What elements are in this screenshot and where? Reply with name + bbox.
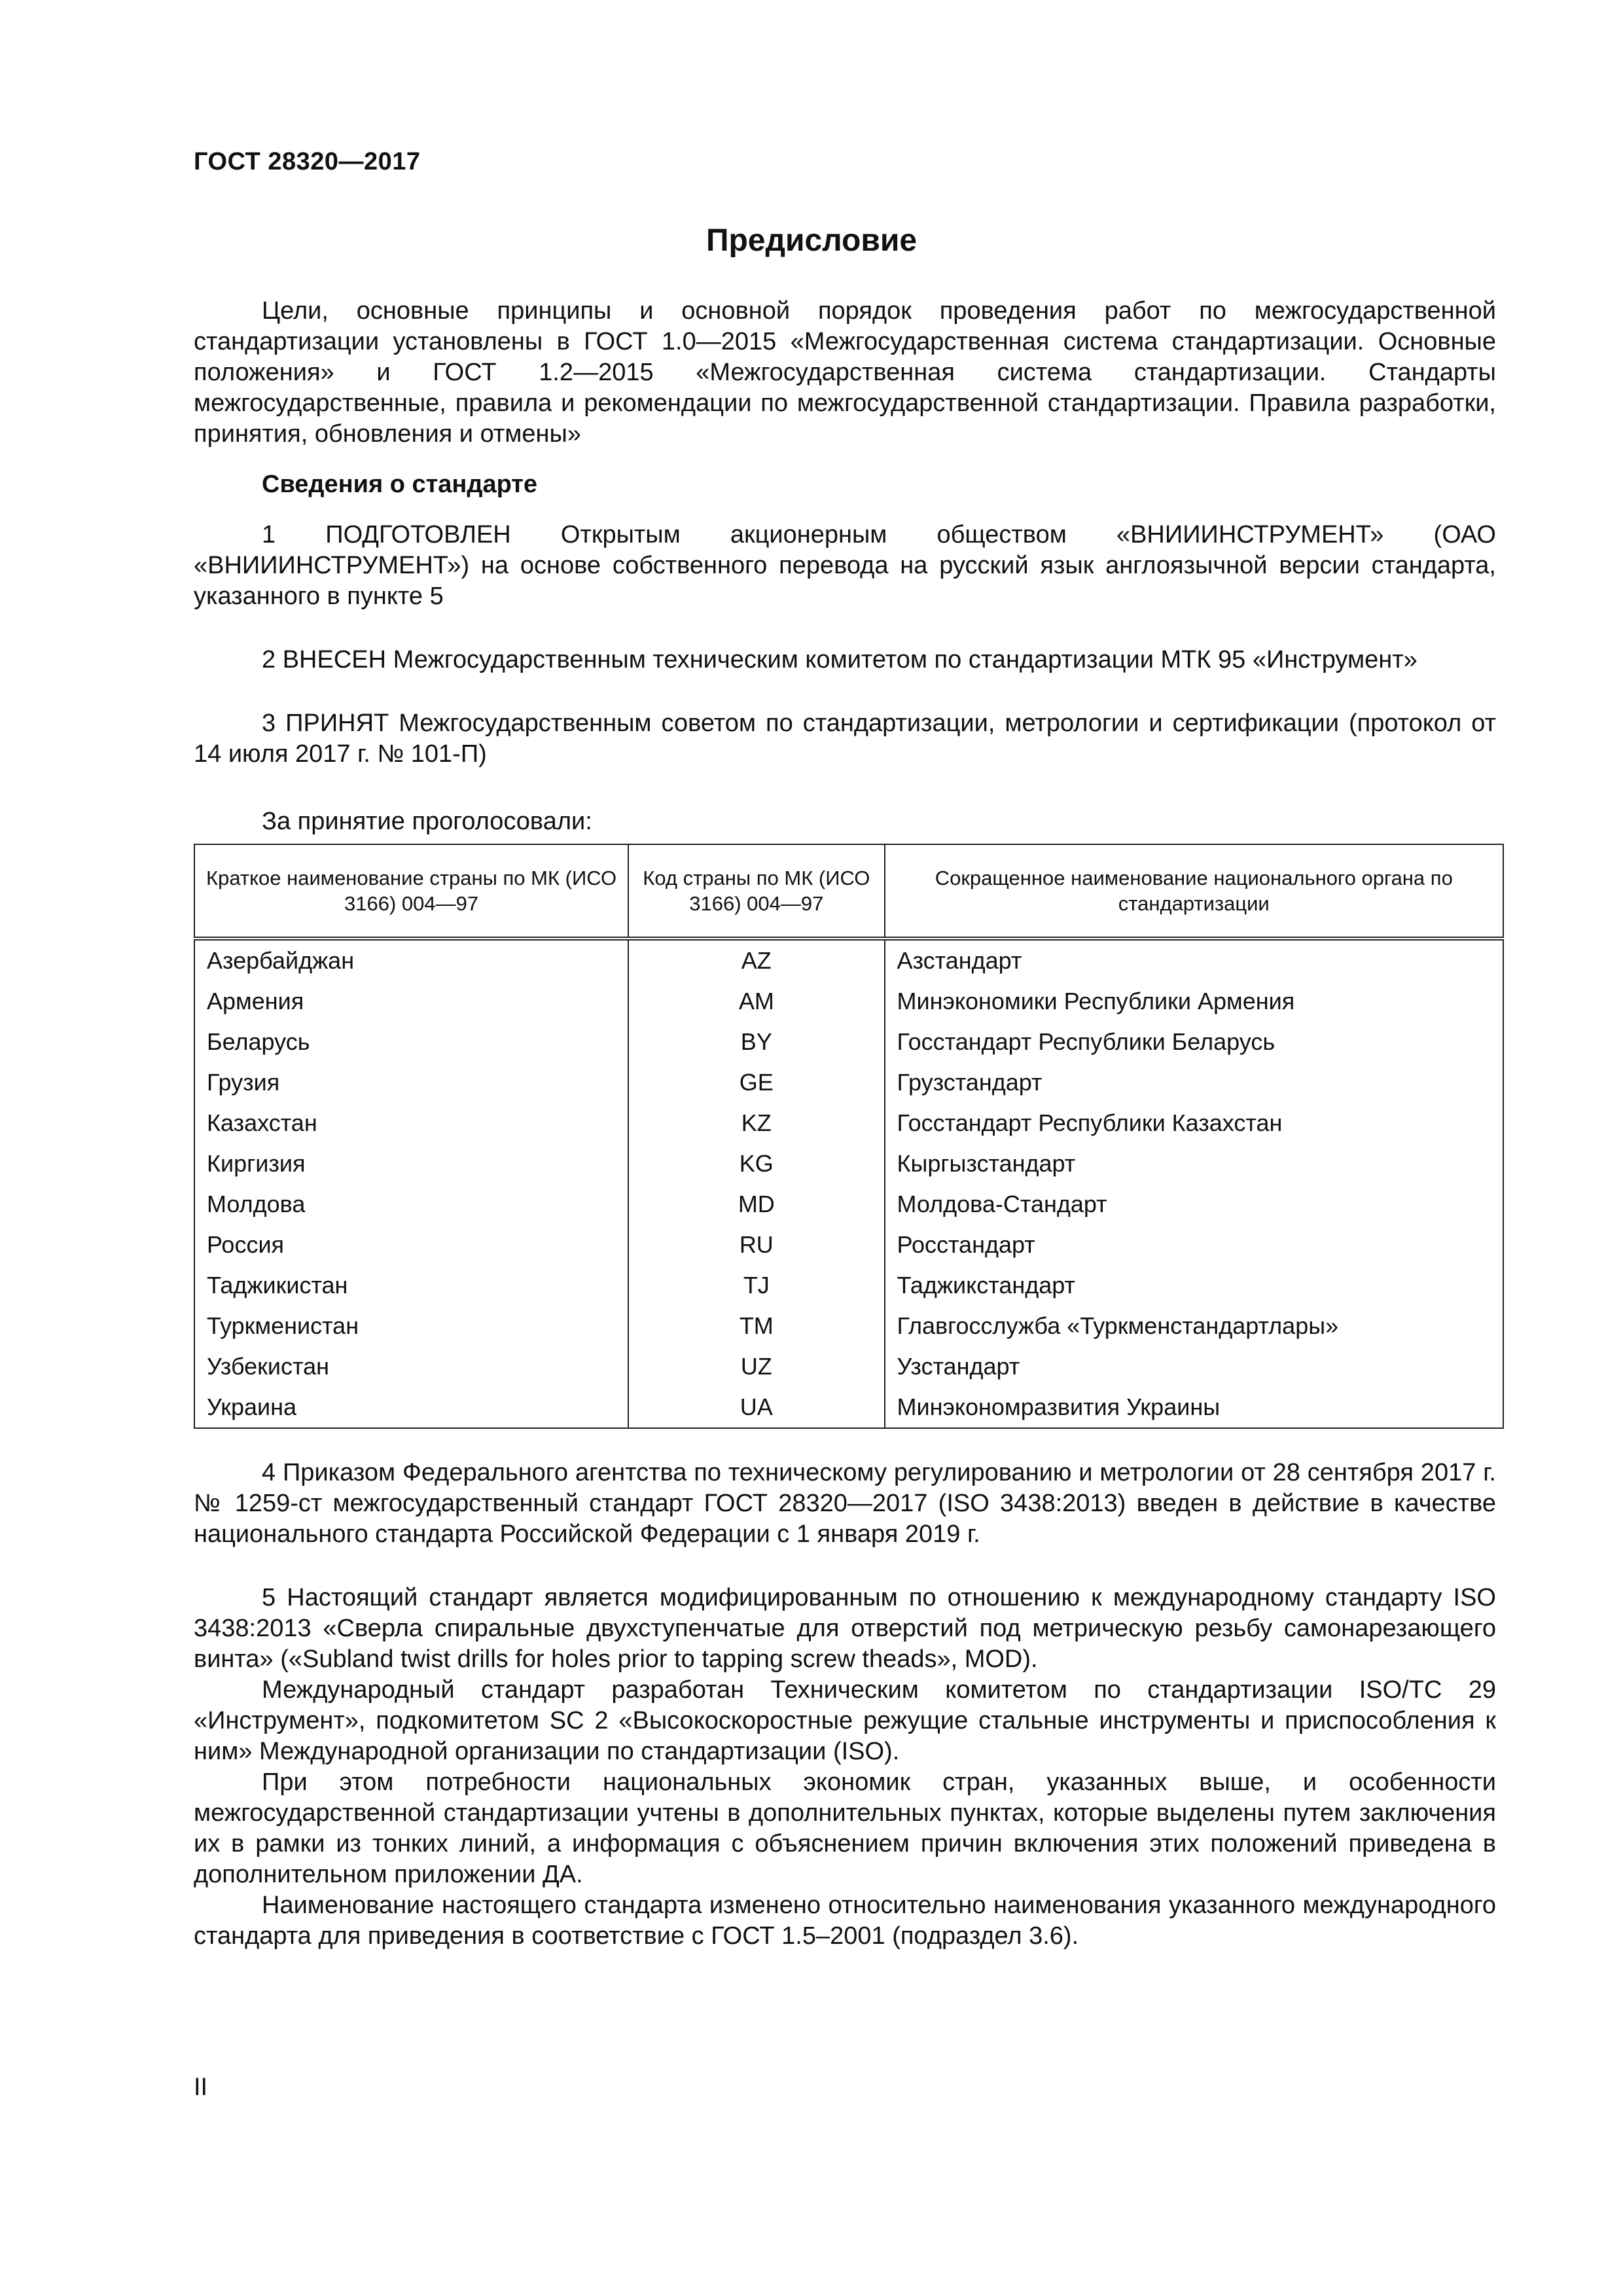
cell-code: UA — [628, 1387, 884, 1428]
cell-body: Азстандарт — [885, 939, 1503, 981]
cell-country: Казахстан — [194, 1103, 628, 1143]
table-row — [194, 1103, 1503, 1143]
intro-paragraph: Цели, основные принципы и основной порядок проведения работ по межгосударственной стандартизации установлены в ГОСТ 1.0—2015 «Межгосударственная система стандартизации. Основные положения» и ГОСТ 1.2—2015 «Межгосударственная система стандартизации. Стандарты межгосударственные, правила и рекомендации по межгосударственной стандартизации. Правила разработки, принятия, обновления и отмены» — [194, 297, 1496, 448]
item-4-paragraph: 4 Приказом Федерального агентства по техническому регулированию и метрологии от 28 сентября 2017 г. № 1259-ст межгосударственный стандарт ГОСТ 28320—2017 (ISO 3438:2013) введен в действие в качестве национального стандарта Российской Федерации с 1 января 2019 г. — [194, 1459, 1496, 1548]
cell-country: Армения — [194, 981, 628, 1022]
vote-intro: За принятие проголосовали: — [262, 808, 592, 835]
cell-body: Молдова-Стандарт — [885, 1184, 1503, 1225]
info-heading: Сведения о стандарте — [262, 471, 538, 498]
header-country: Краткое наименование страны по МК (ИСО 3166) 004—97 — [194, 844, 628, 939]
table-row — [194, 1387, 1503, 1428]
header-code: Код страны по МК (ИСО 3166) 004—97 — [628, 844, 884, 939]
cell-body: Минэкономразвития Украины — [885, 1387, 1503, 1428]
cell-code: KG — [628, 1143, 884, 1184]
document-id: ГОСТ 28320—2017 — [194, 148, 421, 175]
cell-code: GE — [628, 1062, 884, 1103]
table-row — [194, 1022, 1503, 1062]
voting-table — [194, 844, 1504, 1429]
foreword-body — [194, 296, 1496, 1952]
cell-country: Узбекистан — [194, 1346, 628, 1387]
cell-code: RU — [628, 1225, 884, 1265]
table-row — [194, 1184, 1503, 1225]
item-5-needs-paragraph: При этом потребности национальных экономик стран, указанных выше, и особенности межгосударственной стандартизации учтены в дополнительных пунктах, которые выделены путем заключения их в рамки из тонких линий, а информация с объяснением причин включения этих положений приведена в дополнительном приложении ДА. — [194, 1768, 1496, 1888]
cell-country: Украина — [194, 1387, 628, 1428]
page-number: II — [194, 2073, 208, 2101]
cell-code: AM — [628, 981, 884, 1022]
cell-body: Кыргызстандарт — [885, 1143, 1503, 1184]
header-national-body: Сокращенное наименование национального органа по стандартизации — [885, 844, 1503, 939]
table-row — [194, 1225, 1503, 1265]
cell-country: Киргизия — [194, 1143, 628, 1184]
cell-body: Минэкономики Республики Армения — [885, 981, 1503, 1022]
cell-country: Россия — [194, 1225, 628, 1265]
cell-code: BY — [628, 1022, 884, 1062]
cell-code: MD — [628, 1184, 884, 1225]
cell-body: Госстандарт Республики Казахстан — [885, 1103, 1503, 1143]
item-1-paragraph: 1 ПОДГОТОВЛЕН Открытым акционерным обществом «ВНИИИНСТРУМЕНТ» (ОАО «ВНИИИНСТРУМЕНТ») на основе собственного перевода на русский язык англоязычной версии стандарта, указанного в пункте 5 — [194, 521, 1496, 610]
table-row — [194, 1143, 1503, 1184]
cell-body: Росстандарт — [885, 1225, 1503, 1265]
table-header-row — [194, 844, 1503, 939]
cell-country: Беларусь — [194, 1022, 628, 1062]
cell-code: TM — [628, 1306, 884, 1346]
cell-country: Молдова — [194, 1184, 628, 1225]
item-5-developer-paragraph: Международный стандарт разработан Техническим комитетом по стандартизации ISO/TC 29 «Инструмент», подкомитетом SC 2 «Высокоскоростные режущие стальные инструменты и приспособления к ним» Международной организации по стандартизации (ISO). — [194, 1676, 1496, 1765]
cell-body: Узстандарт — [885, 1346, 1503, 1387]
item-5-paragraph: 5 Настоящий стандарт является модифицированным по отношению к международному стандарту ISO 3438:2013 «Сверла спиральные двухступенчатые для отверстий под метрическую резьбу самонарезающего винта» («Subland twist drills for holes prior to tapping screw theads», MOD). — [194, 1584, 1496, 1673]
item-3-paragraph: 3 ПРИНЯТ Межгосударственным советом по стандартизации, метрологии и сертификации (протокол от 14 июля 2017 г. № 101-П) — [194, 709, 1496, 768]
cell-code: AZ — [628, 939, 884, 981]
cell-body: Главгосслужба «Туркменстандартлары» — [885, 1306, 1503, 1346]
table-row — [194, 1062, 1503, 1103]
table-row — [194, 1346, 1503, 1387]
cell-code: UZ — [628, 1346, 884, 1387]
cell-body: Таджикстандарт — [885, 1265, 1503, 1306]
cell-code: KZ — [628, 1103, 884, 1143]
cell-body: Госстандарт Республики Беларусь — [885, 1022, 1503, 1062]
item-5-name-paragraph: Наименование настоящего стандарта изменено относительно наименования указанного международного стандарта для приведения в соответствие с ГОСТ 1.5–2001 (подраздел 3.6). — [194, 1892, 1496, 1950]
cell-country: Туркменистан — [194, 1306, 628, 1346]
cell-country: Азербайджан — [194, 939, 628, 981]
item-2-paragraph: 2 ВНЕСЕН Межгосударственным техническим комитетом по стандартизации МТК 95 «Инструмент» — [262, 646, 1418, 673]
cell-body: Грузстандарт — [885, 1062, 1503, 1103]
cell-country: Таджикистан — [194, 1265, 628, 1306]
cell-code: TJ — [628, 1265, 884, 1306]
cell-country: Грузия — [194, 1062, 628, 1103]
table-row — [194, 1306, 1503, 1346]
section-title: Предисловие — [705, 223, 918, 258]
table-row — [194, 939, 1503, 981]
table-row — [194, 1265, 1503, 1306]
table-row — [194, 981, 1503, 1022]
